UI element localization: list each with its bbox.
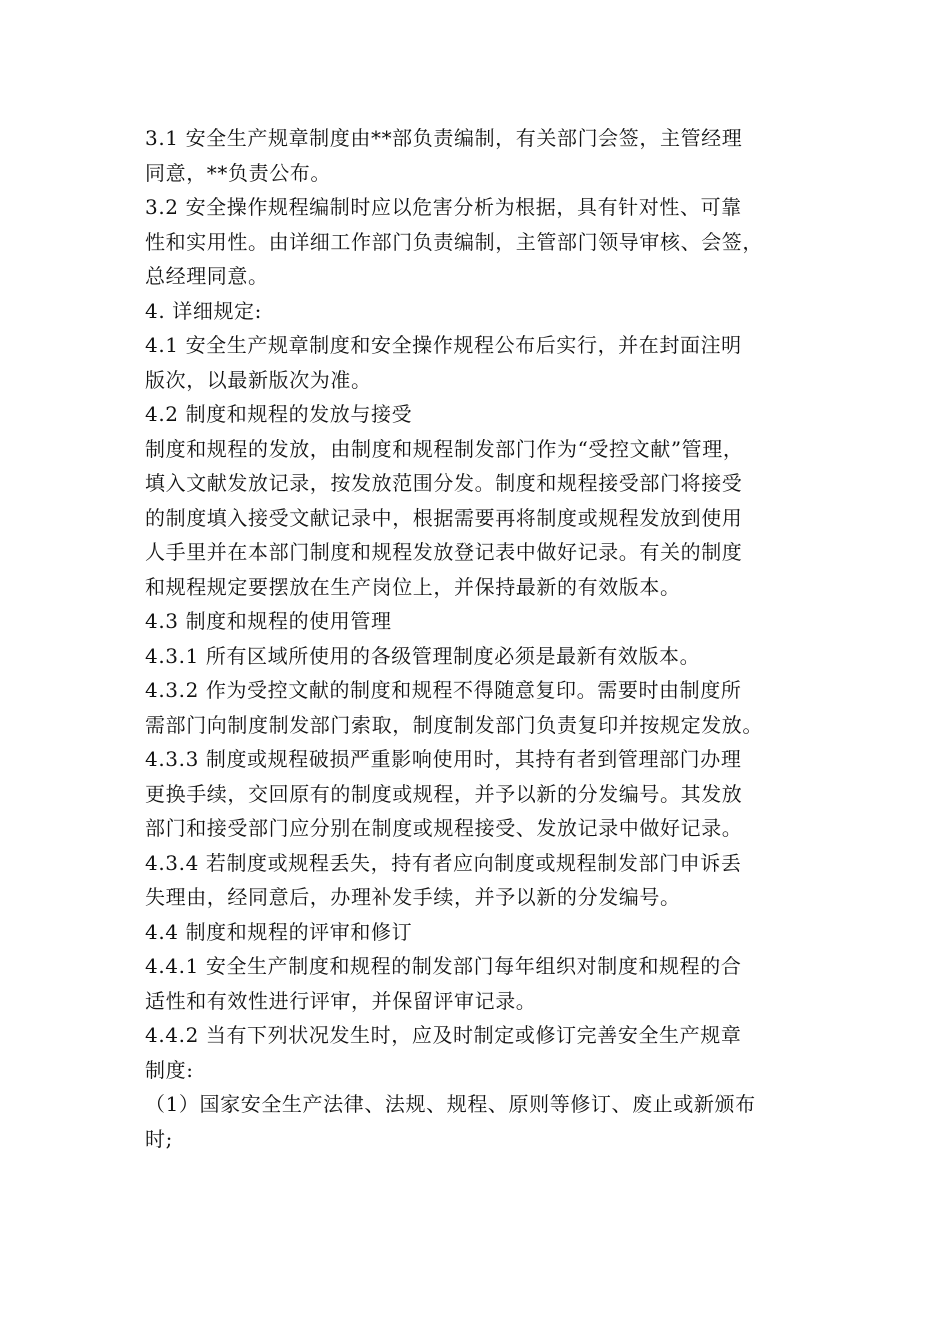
text-line: 填入文献发放记录，按发放范围分发。制度和规程接受部门将接受	[145, 471, 743, 495]
text-line: 时;	[145, 1126, 173, 1151]
text-line: 4.4.1 安全生产制度和规程的制发部门每年组织对制度和规程的合	[145, 954, 742, 978]
text-line: 4.3.2 作为受控文献的制度和规程不得随意复印。需要时由制度所	[145, 678, 742, 702]
text-line: 3.2 安全操作规程编制时应以危害分析为根据，具有针对性、可靠	[145, 195, 742, 219]
text-line: 版次，以最新版次为准。	[145, 367, 372, 392]
text-line: 3.1 安全生产规章制度由**部负责编制，有关部门会签，主管经理	[145, 126, 743, 150]
text-line: 适性和有效性进行评审，并保留评审记录。	[145, 988, 537, 1013]
text-line: 制度:	[145, 1057, 194, 1082]
document-body	[145, 121, 830, 1156]
text-line: 的制度填入接受文献记录中，根据需要再将制度或规程发放到使用	[145, 505, 743, 530]
text-line: 需部门向制度制发部门索取，制度制发部门负责复印并按规定发放。	[145, 712, 763, 737]
text-line: 制度和规程的发放，由制度和规程制发部门作为“受控文献”管理，	[145, 436, 744, 461]
text-line: 4.1 安全生产规章制度和安全操作规程公布后实行，并在封面注明	[145, 333, 742, 357]
text-line: 4.3.3 制度或规程破损严重影响使用时，其持有者到管理部门办理	[145, 747, 742, 771]
text-line: 更换手续，交回原有的制度或规程，并予以新的分发编号。其发放	[145, 781, 743, 806]
text-line: 失理由，经同意后，办理补发手续，并予以新的分发编号。	[145, 885, 681, 909]
text-line: 4.4.2 当有下列状况发生时，应及时制定或修订完善安全生产规章	[145, 1023, 742, 1047]
text-line: 总经理同意。	[145, 264, 269, 288]
text-line: 同意，**负责公布。	[145, 160, 331, 185]
text-line: 性和实用性。由详细工作部门负责编制，主管部门领导审核、会签，	[145, 229, 763, 254]
subsection-heading: 4.4 制度和规程的评审和修订	[145, 919, 413, 944]
list-item: （1）国家安全生产法律、法规、规程、原则等修订、废止或新颁布	[145, 1092, 756, 1116]
subsection-heading: 4.3 制度和规程的使用管理	[145, 609, 392, 633]
text-line: 4.3.4 若制度或规程丢失，持有者应向制度或规程制发部门申诉丢	[145, 850, 742, 875]
text-line: 4.3.1 所有区域所使用的各级管理制度必须是最新有效版本。	[145, 643, 701, 668]
text-line: 部门和接受部门应分别在制度或规程接受、发放记录中做好记录。	[145, 816, 743, 840]
text-line: 和规程规定要摆放在生产岗位上，并保持最新的有效版本。	[145, 574, 681, 599]
section-heading: 4. 详细规定:	[145, 298, 262, 323]
subsection-heading: 4.2 制度和规程的发放与接受	[145, 402, 413, 426]
text-line: 人手里并在本部门制度和规程发放登记表中做好记录。有关的制度	[145, 540, 743, 564]
